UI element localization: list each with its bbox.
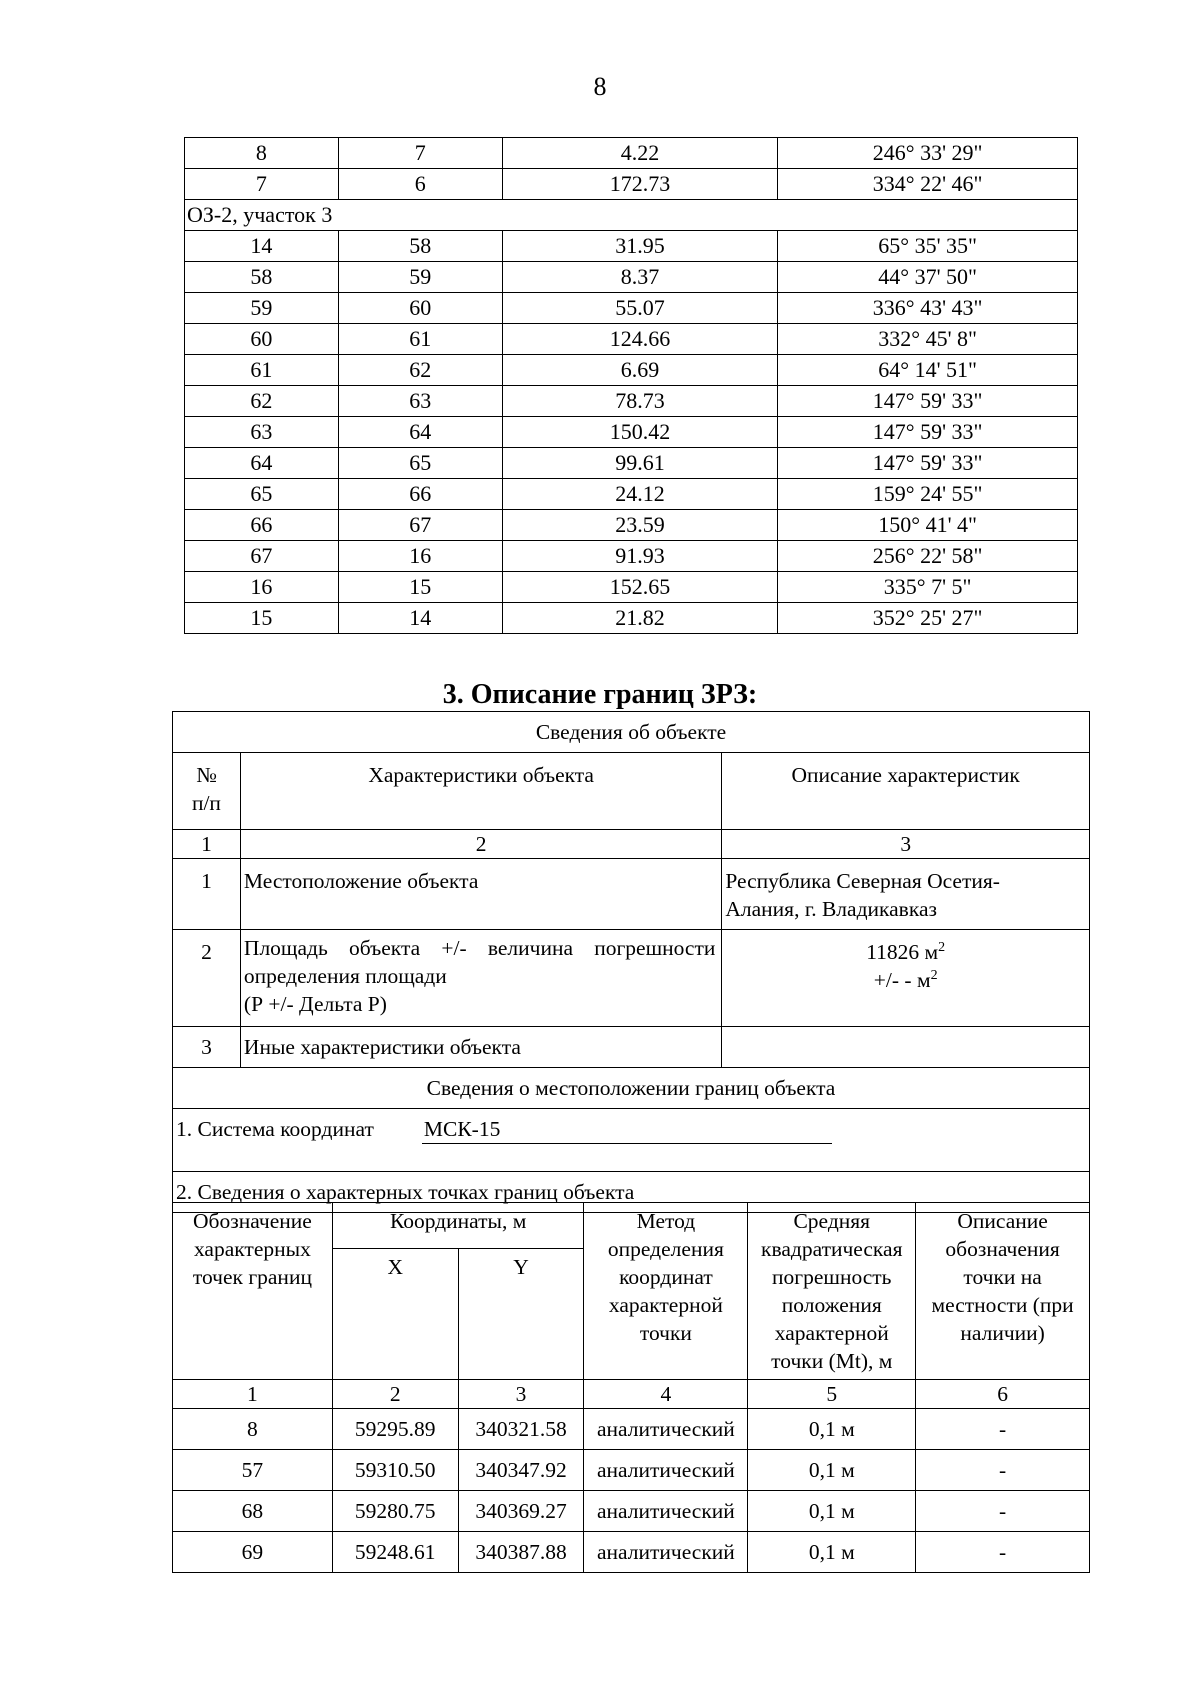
distance-cell: 6.69: [502, 355, 778, 386]
to-point-cell: 61: [338, 324, 502, 355]
header-line: Обозначение: [193, 1209, 312, 1233]
row-number: 1: [173, 859, 241, 930]
bearing-cell: 335° 7' 5": [778, 572, 1078, 603]
coord-y-cell: 340321.58: [458, 1409, 584, 1450]
header-line: местности (при: [931, 1293, 1074, 1317]
header-line: Средняя: [793, 1209, 871, 1233]
other-value: [722, 1027, 1090, 1068]
from-point-cell: 14: [185, 231, 339, 262]
header-line: точки (Mt), м: [771, 1349, 893, 1373]
header-line: координат: [619, 1265, 713, 1289]
method-cell: аналитический: [584, 1409, 748, 1450]
to-point-cell: 58: [338, 231, 502, 262]
description-cell: -: [916, 1409, 1090, 1450]
bearing-cell: 159° 24' 55": [778, 479, 1078, 510]
table-row: [173, 1409, 1090, 1450]
index-cell: 1: [173, 830, 241, 859]
point-id-cell: 8: [173, 1409, 333, 1450]
table-row: [185, 448, 1078, 479]
from-point-cell: 61: [185, 355, 339, 386]
bearing-cell: 147° 59' 33": [778, 386, 1078, 417]
to-point-cell: 7: [338, 138, 502, 169]
to-point-cell: 59: [338, 262, 502, 293]
from-point-cell: 63: [185, 417, 339, 448]
table-row: [185, 541, 1078, 572]
distance-cell: 4.22: [502, 138, 778, 169]
to-point-cell: 63: [338, 386, 502, 417]
table-row: [185, 231, 1078, 262]
distance-cell: 124.66: [502, 324, 778, 355]
bearing-cell: 64° 14' 51": [778, 355, 1078, 386]
index-cell: 2: [332, 1380, 458, 1409]
from-point-cell: 58: [185, 262, 339, 293]
to-point-cell: 65: [338, 448, 502, 479]
header-x: X: [332, 1248, 458, 1379]
method-cell: аналитический: [584, 1532, 748, 1573]
coord-x-cell: 59248.61: [332, 1532, 458, 1573]
distance-cell: 23.59: [502, 510, 778, 541]
from-point-cell: 59: [185, 293, 339, 324]
table-row: [185, 603, 1078, 634]
from-point-cell: 67: [185, 541, 339, 572]
bearing-cell: 147° 59' 33": [778, 448, 1078, 479]
point-id-cell: 69: [173, 1532, 333, 1573]
header-line: положения: [781, 1293, 882, 1317]
area-error: +/- - м: [873, 968, 931, 992]
unit-power: 2: [938, 939, 946, 955]
column-number-line2: п/п: [191, 791, 221, 815]
from-point-cell: 65: [185, 479, 339, 510]
header-line: точки: [639, 1321, 692, 1345]
point-id-cell: 57: [173, 1450, 333, 1491]
to-point-cell: 62: [338, 355, 502, 386]
index-cell: 2: [240, 830, 721, 859]
from-point-cell: 7: [185, 169, 339, 200]
bearing-cell: 65° 35' 35": [778, 231, 1078, 262]
coord-y-cell: 340387.88: [458, 1532, 584, 1573]
table-row: [185, 324, 1078, 355]
area-name-line1: Площадь объекта +/- величина погрешности: [243, 936, 716, 960]
from-point-cell: 15: [185, 603, 339, 634]
distance-cell: 78.73: [502, 386, 778, 417]
from-point-cell: 66: [185, 510, 339, 541]
bearing-cell: 44° 37' 50": [778, 262, 1078, 293]
description-cell: -: [916, 1450, 1090, 1491]
location-value: [722, 859, 1090, 930]
coordinate-system-row: [173, 1109, 1090, 1172]
header-y: Y: [458, 1248, 584, 1379]
error-cell: 0,1 м: [748, 1491, 916, 1532]
point-id-cell: 68: [173, 1491, 333, 1532]
column-characteristics-header: Характеристики объекта: [240, 753, 721, 830]
to-point-cell: 14: [338, 603, 502, 634]
bearing-cell: 150° 41' 4": [778, 510, 1078, 541]
bearing-cell: 336° 43' 43": [778, 293, 1078, 324]
table-row: [185, 262, 1078, 293]
method-cell: аналитический: [584, 1450, 748, 1491]
error-cell: 0,1 м: [748, 1409, 916, 1450]
header-line: характерной: [774, 1321, 889, 1345]
coord-y-cell: 340347.92: [458, 1450, 584, 1491]
bearing-cell: 334° 22' 46": [778, 169, 1078, 200]
header-line: наличии): [960, 1321, 1045, 1345]
header-line: Метод: [636, 1209, 696, 1233]
header-line: точки на: [963, 1265, 1042, 1289]
to-point-cell: 64: [338, 417, 502, 448]
index-row: [173, 1380, 1090, 1409]
distance-cell: 21.82: [502, 603, 778, 634]
section-label: ОЗ-2, участок 3: [185, 200, 1078, 231]
table-row: [185, 138, 1078, 169]
coordinate-system-value: МСК-15: [422, 1115, 832, 1144]
table-row: [173, 1532, 1090, 1573]
distance-cell: 31.95: [502, 231, 778, 262]
area-name-line3: (Р +/- Дельта Р): [243, 992, 387, 1016]
row-number: 3: [173, 1027, 241, 1068]
characteristic-area: [240, 930, 721, 1027]
coordinate-system-label: 1. Система координат: [176, 1117, 374, 1141]
column-description-header: Описание характеристик: [722, 753, 1090, 830]
points-table: [172, 1202, 1090, 1573]
index-cell: 3: [458, 1380, 584, 1409]
header-line: обозначения: [945, 1237, 1060, 1261]
error-cell: 0,1 м: [748, 1450, 916, 1491]
page-number: 8: [593, 72, 607, 101]
to-point-cell: 60: [338, 293, 502, 324]
distance-cell: 152.65: [502, 572, 778, 603]
distance-cell: 91.93: [502, 541, 778, 572]
from-point-cell: 16: [185, 572, 339, 603]
header-line: характерной: [608, 1293, 723, 1317]
distance-cell: 99.61: [502, 448, 778, 479]
coord-x-cell: 59295.89: [332, 1409, 458, 1450]
bearing-table: [184, 137, 1078, 634]
bearing-cell: 246° 33' 29": [778, 138, 1078, 169]
object-info-table: [172, 711, 1090, 1213]
description-cell: -: [916, 1532, 1090, 1573]
to-point-cell: 16: [338, 541, 502, 572]
table-row: [185, 417, 1078, 448]
from-point-cell: 8: [185, 138, 339, 169]
index-cell: 6: [916, 1380, 1090, 1409]
bearing-cell: 256° 22' 58": [778, 541, 1078, 572]
header-error: [748, 1203, 916, 1380]
coord-x-cell: 59280.75: [332, 1491, 458, 1532]
table-row: [185, 169, 1078, 200]
location-title: Сведения о местоположении границ объекта: [173, 1068, 1090, 1109]
area-value-line: [722, 938, 1089, 966]
table-row: [185, 293, 1078, 324]
distance-cell: 55.07: [502, 293, 778, 324]
location-line2: Алания, г. Владикавказ: [725, 897, 937, 921]
distance-cell: 24.12: [502, 479, 778, 510]
row-number: 2: [173, 930, 241, 1027]
section-row: [185, 200, 1078, 231]
object-info-title: Сведения об объекте: [173, 712, 1090, 753]
header-coordinates: Координаты, м: [332, 1203, 584, 1249]
characteristic-other: Иные характеристики объекта: [240, 1027, 721, 1068]
area-value: [722, 930, 1090, 1027]
index-cell: 1: [173, 1380, 333, 1409]
header-designation: [173, 1203, 333, 1380]
index-cell: 5: [748, 1380, 916, 1409]
header-description: [916, 1203, 1090, 1380]
coord-x-cell: 59310.50: [332, 1450, 458, 1491]
table-row: [173, 1450, 1090, 1491]
index-cell: 4: [584, 1380, 748, 1409]
characteristic-location: Местоположение объекта: [240, 859, 721, 930]
header-line: характерных: [193, 1237, 311, 1261]
table-row: [173, 1491, 1090, 1532]
table-row: [185, 510, 1078, 541]
area-number: 11826 м: [866, 940, 939, 964]
to-point-cell: 15: [338, 572, 502, 603]
to-point-cell: 66: [338, 479, 502, 510]
column-number-line1: №: [196, 763, 217, 787]
area-error-line: [722, 966, 1089, 994]
from-point-cell: 64: [185, 448, 339, 479]
table-row: [185, 386, 1078, 417]
bearing-cell: 147° 59' 33": [778, 417, 1078, 448]
error-cell: 0,1 м: [748, 1532, 916, 1573]
bearing-cell: 332° 45' 8": [778, 324, 1078, 355]
header-method: [584, 1203, 748, 1380]
coord-y-cell: 340369.27: [458, 1491, 584, 1532]
method-cell: аналитический: [584, 1491, 748, 1532]
column-number-header: [173, 753, 241, 830]
header-line: Описание: [957, 1209, 1048, 1233]
distance-cell: 172.73: [502, 169, 778, 200]
from-point-cell: 62: [185, 386, 339, 417]
header-line: определения: [607, 1237, 724, 1261]
table-row: [185, 479, 1078, 510]
location-line1: Республика Северная Осетия-: [725, 869, 1000, 893]
bearing-cell: 352° 25' 27": [778, 603, 1078, 634]
to-point-cell: 6: [338, 169, 502, 200]
points-title: 2. Сведения о характерных точках границ объекта: [173, 1172, 1090, 1213]
header-line: точек границ: [192, 1265, 312, 1289]
to-point-cell: 67: [338, 510, 502, 541]
header-line: погрешность: [772, 1265, 892, 1289]
header-line: квадратическая: [761, 1237, 903, 1261]
unit-power: 2: [930, 967, 938, 983]
table-row: [185, 355, 1078, 386]
section-heading: 3. Описание границ ЗРЗ:: [442, 679, 758, 710]
distance-cell: 150.42: [502, 417, 778, 448]
table-row: [185, 572, 1078, 603]
from-point-cell: 60: [185, 324, 339, 355]
index-cell: 3: [722, 830, 1090, 859]
description-cell: -: [916, 1491, 1090, 1532]
area-name-line2: определения площади: [243, 964, 447, 988]
distance-cell: 8.37: [502, 262, 778, 293]
